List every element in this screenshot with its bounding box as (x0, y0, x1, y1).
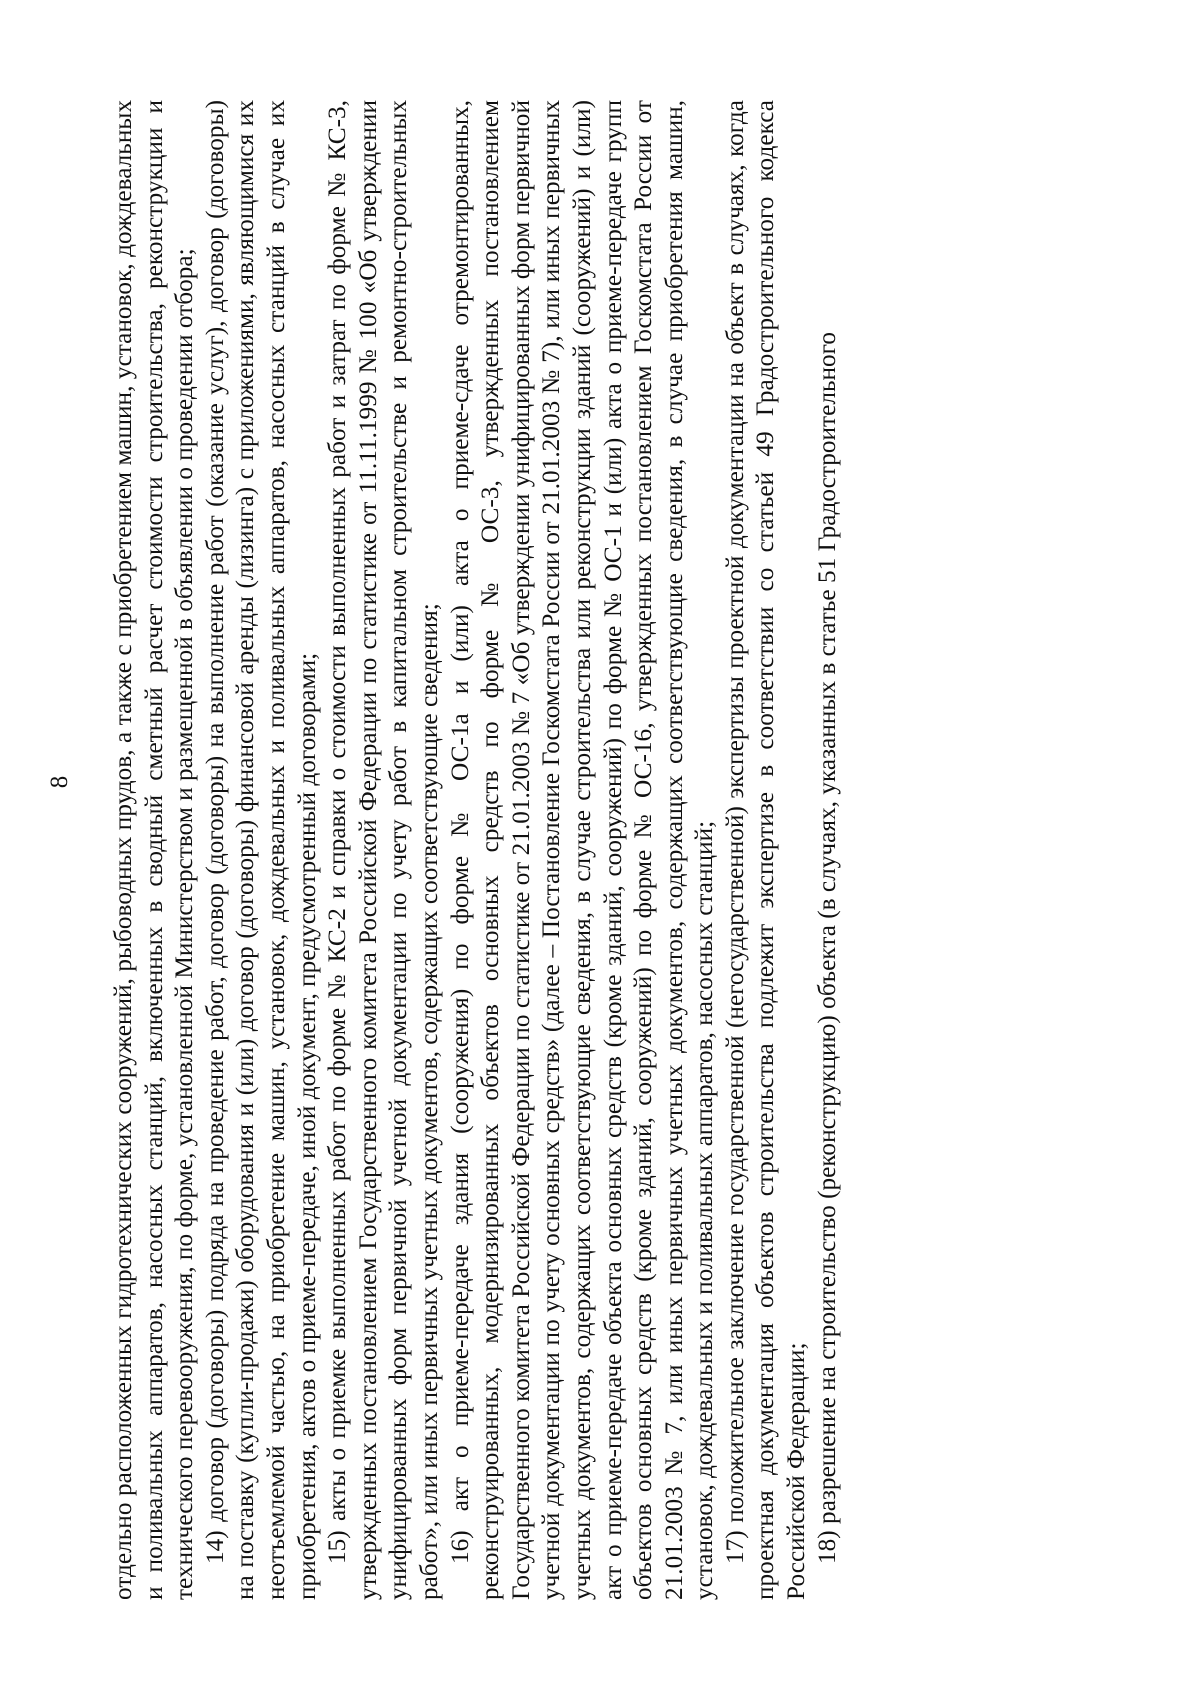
paragraph-item-18: 18) разрешение на строительство (реконструкцию) объекта (в случаях, указанных в статье 51 Градостроительного (812, 331, 841, 1564)
paragraph-item-15: 15) акты о приемке выполненных работ по форме № КС-2 и справки о стоимости выполненных работ и затрат по форме № КС-3, утвержденных постановлением Государственного комитета Российской Федерации по статистике от 11.11.1999 № 100 «Об утверждении унифицированных форм первичной учетной документации по учету работ в капитальном строительстве и ремонтно-строительных работ», или иных первичных учетных документов, содержащих соответствующие сведения; (323, 100, 443, 1600)
paragraph-item-14: 14) договор (договоры) подряда на проведение работ, договор (договоры) на выполнение работ (оказание услуг), договор (договоры) на поставку (купли-продажи) оборудования и (или) договор (договоры) финансовой аренды (лизинга) с приложениями, являющимися их неотъемлемой частью, на приобретение машин, установок, дождевальных и поливальных аппаратов, насосных станций в случае их приобретения, актов о приеме-передаче, иной документ, предусмотренный договорами; (200, 100, 321, 1600)
paragraph-item-16: 16) акт о приеме-передаче здания (сооружения) по форме № ОС-1а и (или) акта о приеме-сдаче отремонтированных, реконструированных, модернизированных объектов основных средств по форме № ОС-3, утвержденных постановлением Государственного комитета Российской Федерации по статистике от 21.01.2003 № 7 «Об утверждении унифицированных форм первичной учетной документации по учету основных средств» (далее – Постановление Госкомстата России от 21.01.2003 № 7), или иных первичных учетных документов, содержащих соответствующие сведения, в случае строительства или реконструкции зданий (сооружений) и (или) акт о приеме-передаче объекта основных средств (кроме зданий, сооружений) по форме № ОС-1 и (или) акта о приеме-передаче групп объектов основных средств (кроме зданий, сооружений) по форме № ОС-16, утвержденных постановлением Госкомстата России от 21.01.2003 № 7, или иных первичных учетных документов, содержащих соответствующие сведения, в случае приобретения машин, установок, дождевальных и поливальных аппаратов, насосных станций; (445, 100, 719, 1600)
page-number: 8 (46, 775, 73, 789)
paragraph-item-17: 17) положительное заключение государственной (негосударственной) экспертизы проектной документации на объект в случаях, когда проектная документация объектов строительства подлежит экспертизе в соответствии со статьей 49 Градостроительного кодекса Российской Федерации; (720, 100, 811, 1600)
document-body (108, 100, 1068, 1600)
paragraph-continuation: отдельно расположенных гидротехнических сооружений, рыбоводных прудов, а также с приобретением машин, установок, дождевальных и поливальных аппаратов, насосных станций, включенных в сводный сметный расчет стоимости строительства, реконструкции и технического перевооружения, по форме, установленной Министерством и размещенной в объявлении о проведении отбора; (109, 100, 199, 1600)
